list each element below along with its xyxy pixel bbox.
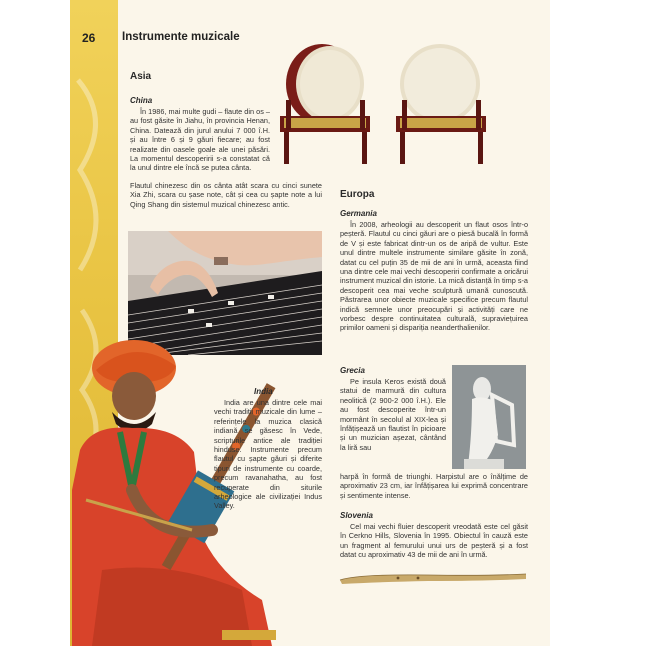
slovenia-paragraph: Cel mai vechi fluier descoperit vreodată este cel găsit în Cerkno Hills, Slovenia în 1995. Obiectul în cauză este un fragment al femurului unui urs de peșteră și a fost datat cu aproximativ 43 de mii de ani în urmă.: [340, 522, 528, 560]
india-paragraph: India are una dintre cele mai vechi tradiții muzicale din lume – referințele la muzica clasică indiană se găsesc în Vede, scripturile antice ale tradiției hinduse. Instrumente precum flautul cu șapte găuri și diferite tipuri de instrumente cu coarde, precum ravanahatha, au fost recuperate din siturile arheologice ale civilizației Indus Valley.: [214, 398, 322, 511]
subheading-germania: Germania: [340, 209, 377, 218]
bone-flute-image: [338, 570, 528, 586]
grecia-text-wide: [340, 472, 528, 500]
chapter-title: Instrumente muzicale: [122, 31, 240, 43]
china-text-wide: Flautul chinezesc din os cânta atât scara cu cinci sunete Xia Zhi, scara cu șase note, cât și cea cu șapte note a lui Qing Shang din sistemul muzical chinezesc antic.: [130, 181, 322, 209]
germania-paragraph: În 2008, arheologii au descoperit un flaut osos într-o peșteră. Flautul cu cinci găuri are o piesă bucală în formă de V și este fabricat dintr-un os de aripă de vultur. Este unul dintre multele instrumente similare găsite în zonă, datat cu cel puțin 35 de mii de ani în urmă, aceasta fiind una dintre cele mai vechi descoperiri confirmate a oricărui instrument muzical din istorie. La mică distanță în timp s-a descoperit cea mai veche sculptură umană cunoscută. Păstrarea unor obiecte muzicale specifice precum flautul indică semnele unor preocupări și activități care ne vorbesc despre continuitatea culturală, supraviețuirea primilor oameni și dispariția neanderthalienilor.: [340, 220, 528, 333]
grecia-text-narrow: [340, 377, 446, 452]
slovenia-text: [340, 522, 528, 560]
china-paragraph: În 1986, mai multe gudi – flaute din os – au fost găsite în Jiahu, în provincia Henan, China. Datează din jurul anului 7 000 î.H. și au între 6 și 9 găuri fiecare; au fost realizate din oasele goale ale unei păsări. La momentul descoperirii s-a constatat că la unul dintre ele încă se putea cânta.: [130, 107, 270, 173]
section-heading-europa: Europa: [340, 189, 375, 200]
germania-text: [340, 220, 528, 333]
section-heading-asia: Asia: [130, 71, 152, 82]
grecia-paragraph-1: Pe insula Keros există două statui de marmură din cultura neolitică (2 900-2 000 î.H.). Ele au fost descoperite într-un mormânt în secolul al XIX-lea și înfățișează un flautist în picioare și un muzician așezat, cântând la liră sau: [340, 377, 446, 452]
chinese-drums-image: [272, 38, 492, 164]
subheading-india: India: [254, 387, 273, 396]
page-number: 26: [82, 31, 96, 45]
guzheng-playing-image: [128, 231, 322, 355]
subheading-china: China: [130, 96, 153, 105]
subheading-grecia: Grecia: [340, 366, 365, 375]
subheading-slovenia: Slovenia: [340, 511, 373, 520]
china-text-narrow: [130, 107, 270, 173]
harpist-statue-image: [452, 365, 526, 469]
india-text: [214, 398, 322, 511]
grecia-paragraph-2: harpă în formă de triunghi. Harpistul are o înălțime de aproximativ 23 cm, iar înfățișarea lui exprimă concentrare și sentimente intense.: [340, 472, 528, 500]
